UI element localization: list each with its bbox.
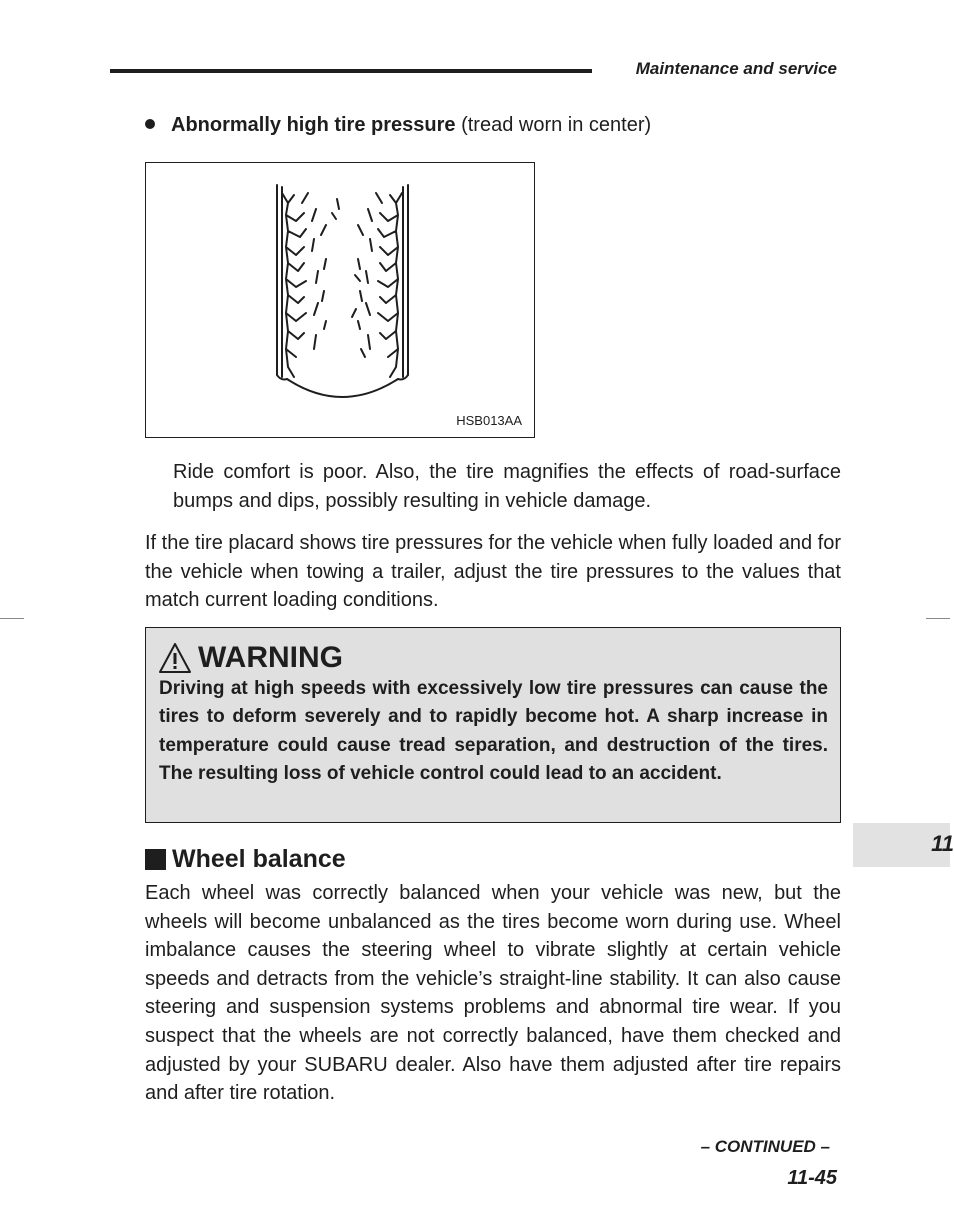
warning-box (145, 627, 841, 823)
bullet-dot-icon (145, 119, 155, 129)
bullet-bold-text: Abnormally high tire pressure (171, 114, 456, 136)
wheel-balance-heading (145, 845, 346, 874)
header-rule (110, 69, 592, 73)
bullet-item (145, 112, 651, 138)
wheel-balance-heading-text: Wheel balance (172, 845, 346, 873)
continued-label: – CONTINUED – (700, 1137, 830, 1156)
crop-mark-left (0, 618, 24, 619)
tire-figure (145, 162, 535, 438)
warning-triangle-icon (158, 642, 192, 674)
page-number: 11-45 (787, 1167, 837, 1189)
tire-tread-center-wear-illustration (146, 163, 536, 439)
chapter-tab-label: 11 (931, 831, 954, 856)
wheel-balance-paragraph: Each wheel was correctly balanced when your vehicle was new, but the wheels will become unbalanced as the tires become worn during use. Wheel imbalance causes the steering wheel to vibrate slightly at certain vehicle speeds and detracts from the vehicle’s straight-line stability. It can also cause steering and suspension systems problems and abnormal tire wear. If you suspect that the wheels are not correctly balanced, have them checked and adjusted by your SUBARU dealer. Also have them adjusted after tire repairs and after tire rotation. (145, 882, 841, 1105)
figure-code: HSB013AA (456, 413, 522, 428)
section-title: Maintenance and service (635, 59, 837, 78)
crop-mark-right (926, 618, 950, 619)
square-bullet-icon (145, 849, 166, 870)
warning-text: Driving at high speeds with excessively low tire pressures can cause the tires to deform severely and to rapidly become hot. A sharp increase in temperature could cause tread separation, and destruction of the tires. The resulting loss of vehicle control could lead to an accident. (159, 678, 828, 784)
chapter-thumb-tab (853, 823, 954, 867)
bullet-normal-text: (tread worn in center) (461, 114, 652, 136)
warning-header (158, 638, 343, 678)
placard-paragraph: If the tire placard shows tire pressures for the vehicle when fully loaded and for the vehicle when towing a trailer, adjust the tire pressures to the values that match current loading conditions. (145, 532, 841, 611)
indent-paragraph: Ride comfort is poor. Also, the tire magnifies the effects of road-surface bumps and dips, possibly resulting in vehicle damage. (173, 461, 841, 512)
warning-title: WARNING (198, 641, 343, 674)
